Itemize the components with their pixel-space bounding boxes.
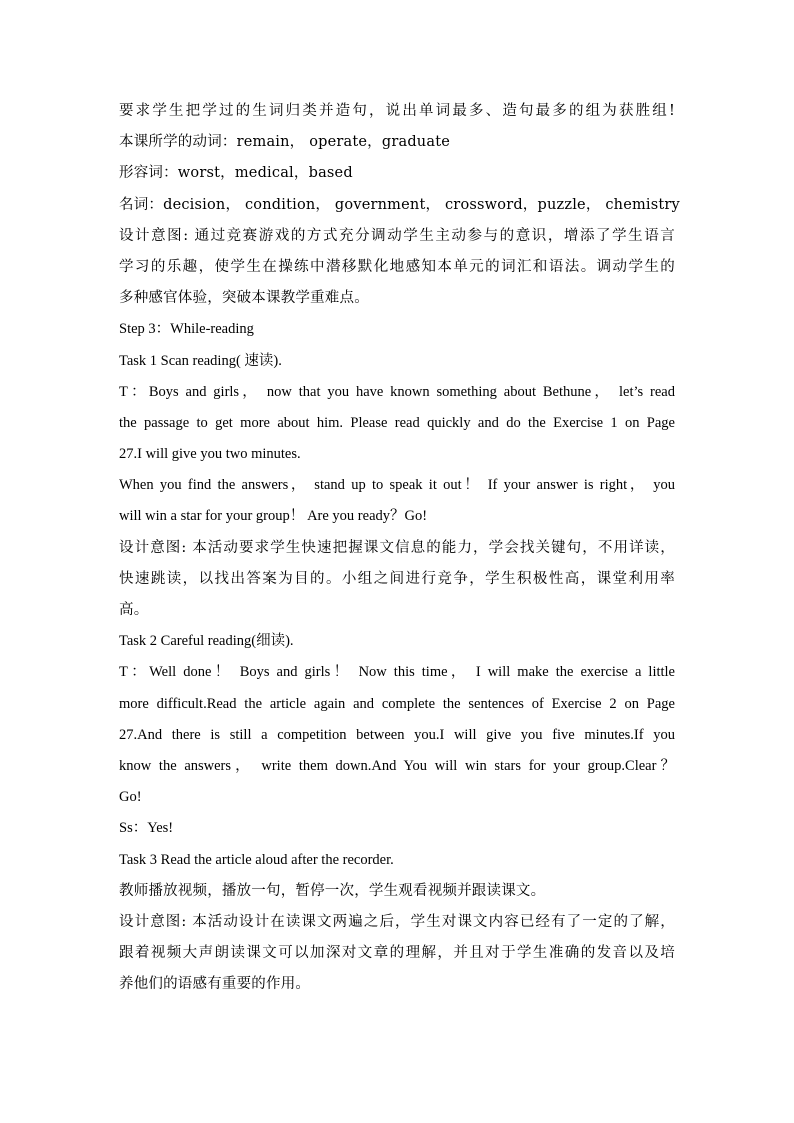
text-line: 名词：decision， condition， government， crossword，puzzle， chemistry	[119, 196, 680, 213]
text-line: 设计意图: 本活动设计在读课文两遍之后，学生对课文内容已经有了一定的了解，	[119, 913, 675, 930]
text-line: Go!	[119, 789, 142, 806]
text-line: Ss：Yes!	[119, 820, 174, 837]
text-line: 高。	[119, 602, 149, 618]
text-line: 教师播放视频，播放一句，暂停一次，学生观看视频并跟读课文。	[119, 882, 546, 899]
document-body	[119, 96, 680, 1000]
text-line: 快速跳读，以找出答案为目的。小组之间进行竞争，学生积极性高，课堂利用率	[119, 570, 675, 587]
text-line: Task 2 Careful reading(细读).	[119, 633, 294, 650]
text-line: 27.I will give you two minutes.	[119, 446, 301, 463]
text-line: 学习的乐趣，使学生在操练中潜移默化地感知本单元的词汇和语法。调动学生的	[119, 258, 675, 275]
text-line: the passage to get more about him. Please read quickly and do the Exercise 1 on Page	[119, 414, 675, 431]
text-line: Task 3 Read the article aloud after the recorder.	[119, 851, 394, 868]
text-line: 27.And there is still a competition between you.I will give you five minutes.If you	[119, 726, 675, 743]
text-line: Step 3：While-reading	[119, 321, 254, 338]
text-line: 设计意图: 本活动要求学生快速把握课文信息的能力，学会找关键句，不用详读，	[119, 539, 675, 556]
text-line: T：Boys and girls， now that you have known something about Bethune， let’s read	[119, 383, 675, 400]
text-line: 多种感官体验，突破本课教学重难点。	[119, 290, 369, 307]
text-line: will win a star for your group！ Are you ready？Go!	[119, 508, 428, 525]
text-line: 本课所学的动词：remain， operate，graduate	[119, 134, 450, 151]
text-line: more difficult.Read the article again and complete the sentences of Exercise 2 on Page	[119, 695, 675, 712]
text-line: 设计意图: 通过竞赛游戏的方式充分调动学生主动参与的意识，增添了学生语言	[119, 227, 675, 244]
text-line: Task 1 Scan reading( 速读).	[119, 352, 282, 369]
text-line: 要求学生把学过的生词归类并造句，说出单词最多、造句最多的组为获胜组!	[119, 103, 675, 119]
text-line: T：Well done！ Boys and girls！ Now this time， I will make the exercise a little	[119, 664, 675, 681]
text-line: When you find the answers， stand up to speak it out！ If your answer is right， you	[119, 477, 675, 494]
text-line: 养他们的语感有重要的作用。	[119, 976, 311, 993]
text-line: 形容词：worst，medical，based	[119, 165, 353, 182]
text-line: 跟着视频大声朗读课文可以加深对文章的理解，并且对于学生准确的发音以及培	[119, 945, 675, 962]
text-line: know the answers， write them down.And You will win stars for your group.Clear？	[119, 757, 675, 774]
